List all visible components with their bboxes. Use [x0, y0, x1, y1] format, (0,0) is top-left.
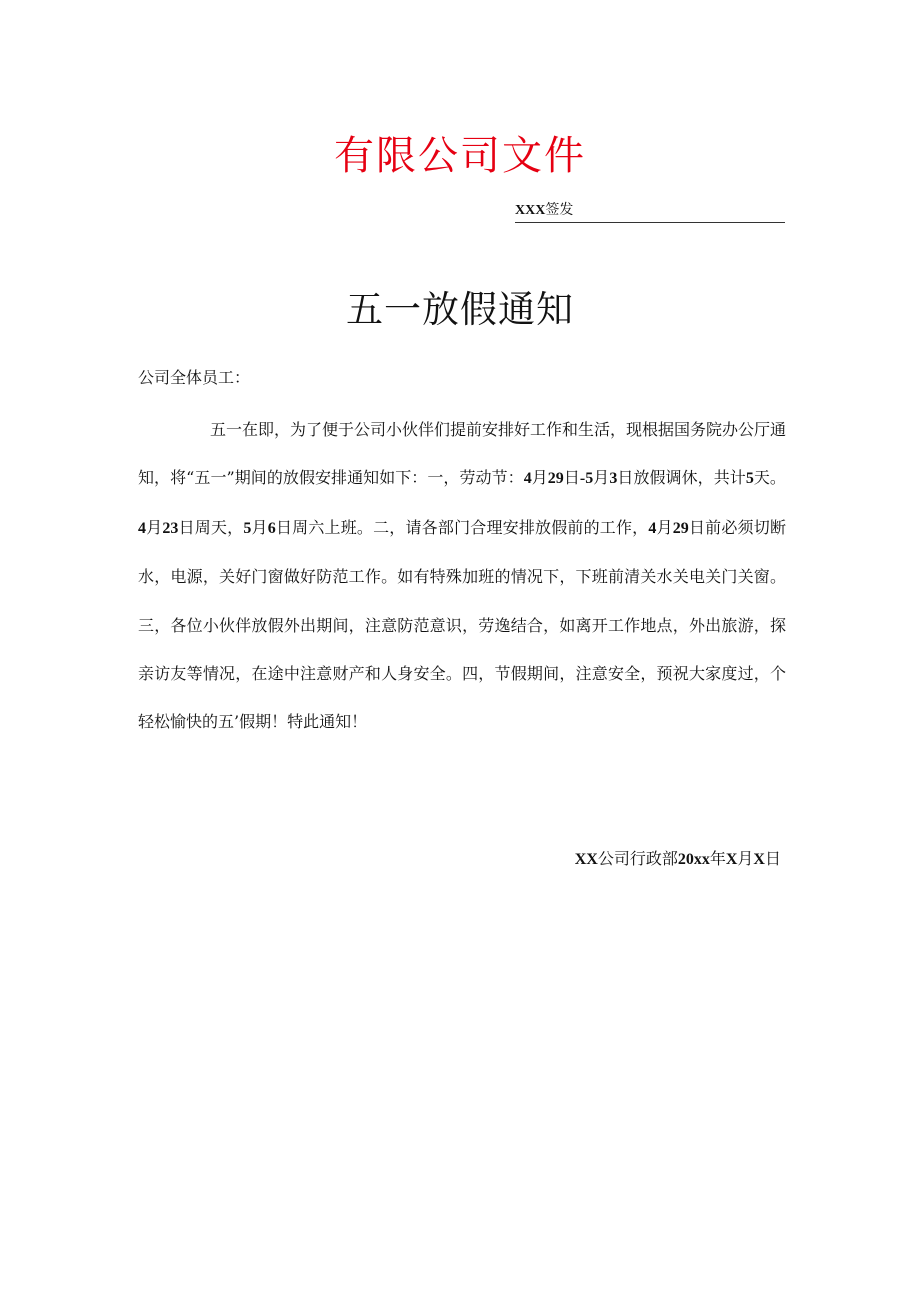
body-run-number: 5 [745, 470, 754, 488]
body-run-text: 日周天， [178, 517, 244, 537]
notice-body [138, 406, 786, 747]
body-run-number: 3 [609, 470, 618, 488]
body-run-number: 4 [523, 470, 532, 488]
salutation: 公司全体员工： [138, 368, 251, 387]
body-run-text: 日周六上班。二，请各部门合理安排放假前的工作， [275, 517, 649, 537]
body-run-number: 4 [138, 519, 146, 537]
body-run-number: 5 [243, 519, 252, 537]
footer-run-number: XX [574, 851, 598, 868]
footer-run-number: 20xx [677, 851, 710, 868]
notice-title: 五一放假通知 [346, 288, 574, 331]
body-run-number: 4 [648, 519, 657, 537]
footer-run-text: 公司行政部 [597, 849, 678, 868]
footer-run-number: X [753, 851, 765, 868]
signer-label: 签发 [545, 202, 574, 218]
body-run-text: 月 [656, 517, 673, 537]
body-run-text: 日 [563, 468, 580, 488]
body-run-number: 29 [672, 519, 689, 537]
body-run-text: 月 [146, 517, 163, 537]
footer-run-text: 年 [709, 849, 726, 868]
body-run-text: 月 [531, 468, 548, 488]
footer-run-number: X [725, 851, 738, 868]
signer-name: XXX [515, 203, 546, 218]
footer-run-text: 月 [737, 849, 754, 868]
body-run-text: 天。 [753, 468, 786, 488]
body-run-text: 月 [593, 468, 610, 488]
body-run-number: 23 [162, 519, 179, 537]
body-run-number: -5 [579, 470, 594, 488]
body-run-text: 五一在即，为了便于公司小伙伴们提前安排好工作和生活，现根据国务院办公厅通知，将“五一”期间的放假安排通知如下：一，劳动节： [138, 420, 787, 488]
footer-signature [575, 845, 781, 874]
body-run-text: 月 [251, 517, 268, 537]
footer-run-text: 日 [764, 849, 781, 868]
signer-line [515, 200, 785, 223]
body-run-text: 日放假调休，共计 [617, 468, 746, 488]
body-run-number: 29 [547, 470, 564, 488]
body-run-number: 6 [267, 519, 276, 537]
company-document-header: 有限公司文件 [334, 133, 586, 179]
body-run-text: 日前必须切断水，电源，关好门窗做好防范工作。如有特殊加班的情况下，下班前清关水关电关门关窗。三，各位小伙伴放假外出期间，注意防范意识，劳逸结合，如离开工作地点，外出旅游，探亲访友等情况，在途中注意财产和人身安全。四，节假期间，注意安全，预祝大家度过，个轻松愉快的五’假期！特此通知！ [138, 517, 786, 732]
